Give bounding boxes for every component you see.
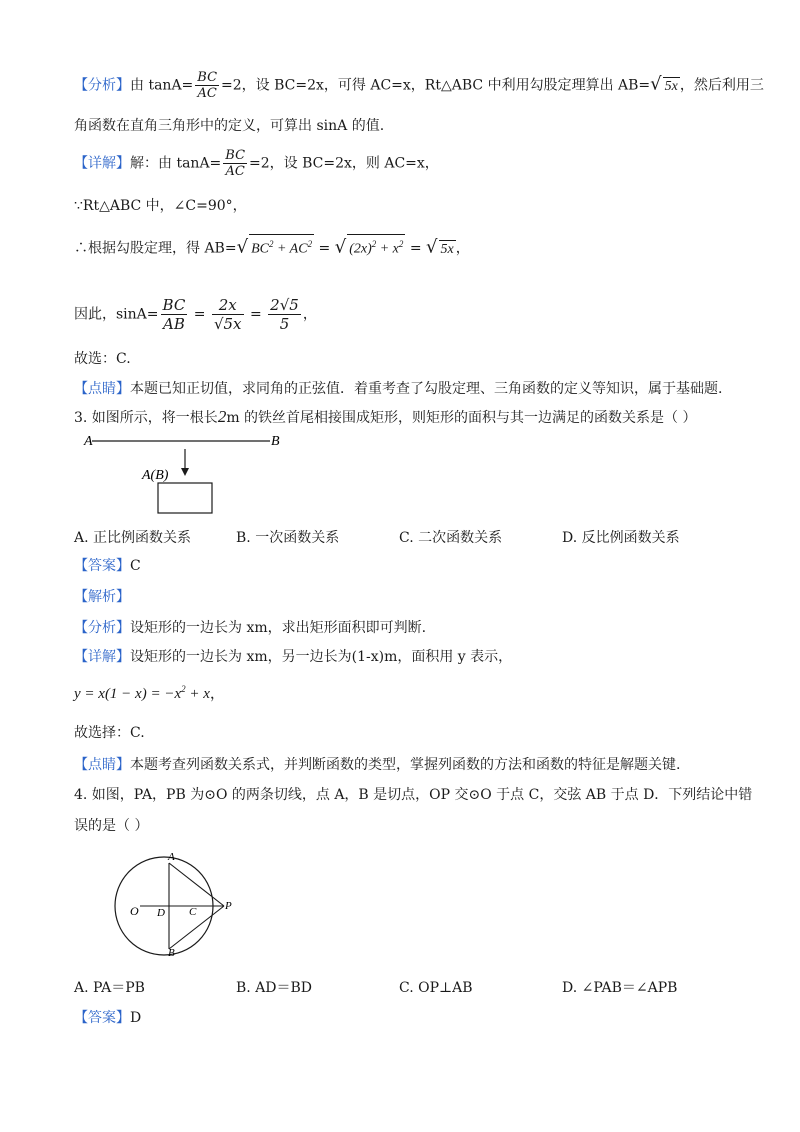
q4-answer: 【答案】D (74, 1010, 142, 1026)
q4-stem-line2: 误的是（ ） (74, 818, 149, 834)
q3-option-c: C. 二次函数关系 (399, 530, 503, 546)
q2-therefore-line: ∴根据勾股定理，得 AB=√ $BC^2 + AC^2$ = √ $(2x)^2 + x^2$ = √ 5x ， (74, 234, 470, 259)
q3-stem: 3. 如图所示，将一根长2m 的铁丝首尾相接围成矩形，则矩形的面积与其一边满足的函数关系是（ ） (74, 407, 697, 426)
label-d: D (157, 907, 165, 919)
q4-option-c: C. OP⊥AB (399, 980, 473, 996)
label-p: P (225, 900, 232, 912)
q3-equation: $y = x(1 - x) = -x^2 + x$， (74, 684, 225, 702)
q3-option-b: B. 一次函数关系 (236, 530, 340, 546)
label-ab: A(B) (142, 468, 169, 483)
q2-choose-line: 故选：C. (74, 351, 131, 367)
label-b: B (168, 947, 175, 959)
label-b: B (271, 434, 280, 449)
q2-note-line: 【点睛】本题已知正切值，求同角的正弦值．着重考查了勾股定理、三角函数的定义等知识，属于基础题. (74, 381, 723, 397)
label-a: A (84, 434, 93, 449)
fraction-bc-ac: $\frac{BC}{AC}$ (197, 70, 218, 101)
arrow-head (181, 468, 189, 476)
q4-circle-figure (80, 848, 240, 960)
q3-note: 【点睛】本题考查列函数关系式，并判断函数的类型，掌握列函数的方法和函数的特征是解题关键. (74, 757, 681, 773)
label-o: O (130, 904, 139, 918)
rectangle-shape (158, 483, 212, 513)
q3-choose: 故选择：C. (74, 725, 145, 741)
q4-option-a: A. PA＝PB (74, 980, 145, 996)
q4-option-d: D. ∠PAB＝∠APB (562, 980, 678, 996)
q3-option-a: A. 正比例函数关系 (74, 530, 192, 546)
q3-analysis: 【分析】设矩形的一边长为 xm，求出矩形面积即可判断. (74, 620, 427, 636)
detail-bracket: 【详解】 (74, 155, 130, 172)
q2-because-line: ∵Rt△ABC 中，∠C=90°， (74, 198, 247, 214)
label-c: C (189, 906, 197, 918)
q3-option-d: D. 反比例函数关系 (562, 530, 680, 546)
q3-detail: 【详解】设矩形的一边长为 xm，另一边长为(1-x)m，面积用 y 表示， (74, 649, 513, 665)
q2-analysis-line1: 【分析】由 tanA= $\frac{BC}{AC}$ =2，设 BC=2x，可得 AC=x，Rt△ABC 中利用勾股定理算出 AB=√ 5x ，然后利用三 (74, 70, 764, 101)
q3-wire-figure (70, 428, 300, 518)
q2-detail-line: 【详解】解：由 tanA= $\frac{BC}{AC}$ =2，设 BC=2x，则 AC=x， (74, 148, 439, 179)
q4-stem: 4. 如图，PA，PB 为⊙O 的两条切线，点 A，B 是切点，OP 交⊙O 于点 C，交弦 AB 于点 D．下列结论中错 (74, 787, 753, 803)
analysis-bracket: 【分析】 (74, 77, 130, 94)
q2-analysis-line2: 角函数在直角三角形中的定义，可算出 sinA 的值. (74, 118, 385, 134)
label-a: A (168, 851, 175, 863)
q3-answer: 【答案】C (74, 558, 141, 574)
q4-option-b: B. AD＝BD (236, 980, 313, 996)
q3-jiexi-heading: 【解析】 (74, 589, 130, 605)
q2-hence-line: 因此，sinA= $\frac{BC}{AB}$ = $\frac{2x}{√5x}$ = $\frac{2√5}{5}$ ， (74, 296, 317, 333)
fraction-bc-ac: $\frac{BC}{AC}$ (225, 148, 246, 179)
